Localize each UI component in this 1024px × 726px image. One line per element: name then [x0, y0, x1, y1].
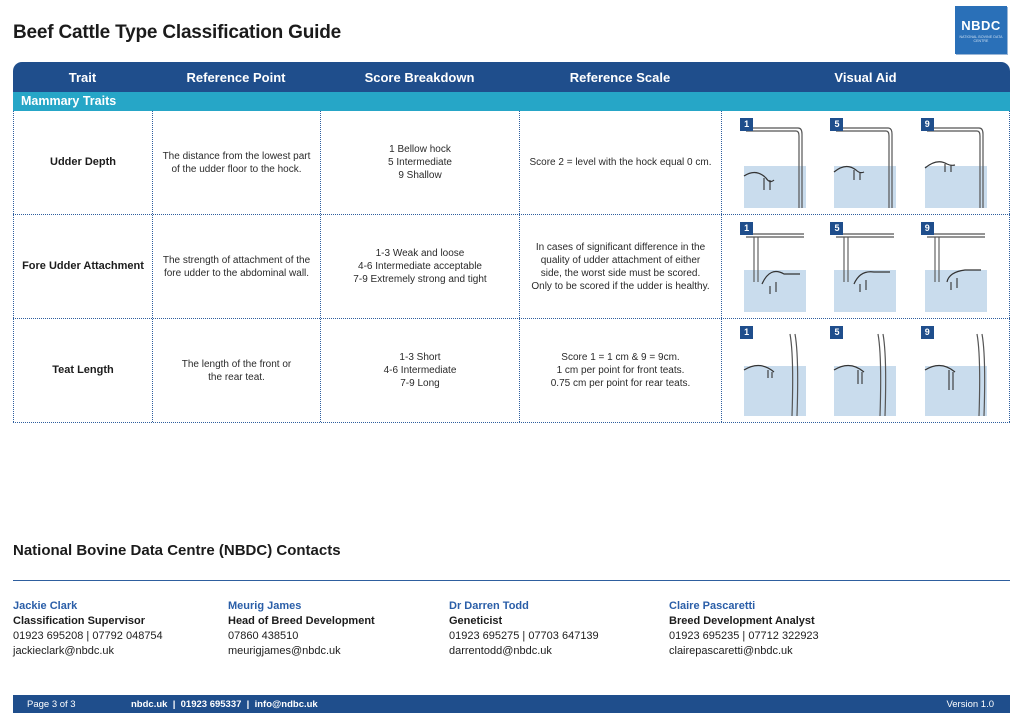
teat-length-illustration-5 — [830, 326, 900, 416]
score-badge: 9 — [921, 118, 934, 131]
contact-email[interactable]: jackieclark@nbdc.uk — [13, 645, 115, 657]
score-badge: 9 — [921, 222, 934, 235]
reference-point: The length of the front or the rear teat. — [152, 319, 320, 422]
footer-links[interactable]: nbdc.uk | 01923 695337 | info@ndbc.uk — [131, 698, 318, 710]
page-number: Page 3 of 3 — [27, 698, 76, 710]
contacts-heading: National Bovine Data Centre (NBDC) Contacts — [13, 542, 341, 559]
contact-name: Dr Darren Todd — [449, 600, 529, 612]
header-trait: Trait — [68, 69, 97, 85]
contact-name: Meurig James — [228, 600, 302, 612]
page-title: Beef Cattle Type Classification Guide — [13, 22, 341, 43]
teat-length-illustration-9 — [921, 326, 991, 416]
teat-length-illustration-1 — [740, 326, 810, 416]
reference-scale: Score 2 = level with the hock equal 0 cm. — [519, 111, 721, 214]
fore-udder-illustration-5 — [830, 222, 900, 312]
udder-depth-illustration-1 — [740, 118, 810, 208]
contact-role: Breed Development Analyst — [669, 615, 815, 627]
contact-name: Claire Pascaretti — [669, 600, 756, 612]
score-badge: 5 — [830, 118, 843, 131]
contact-phone: 01923 695235 | 07712 322923 — [669, 630, 819, 642]
page-footer — [13, 695, 1010, 713]
logo-subtext: NATIONAL BOVINE DATA CENTRE — [959, 34, 1003, 43]
score-badge: 1 — [740, 118, 753, 131]
logo-text: NBDC — [961, 17, 1001, 33]
trait-name: Udder Depth — [13, 111, 152, 214]
reference-point: The strength of attachment of the fore udder to the abdominal wall. — [152, 215, 320, 318]
reference-point: The distance from the lowest part of the udder floor to the hock. — [152, 111, 320, 214]
contact-role: Geneticist — [449, 615, 503, 627]
trait-name: Fore Udder Attachment — [13, 215, 152, 318]
contact-email[interactable]: clairepascaretti@nbdc.uk — [669, 645, 793, 657]
score-breakdown: 1 Bellow hock 5 Intermediate 9 Shallow — [320, 111, 519, 214]
udder-depth-illustration-9 — [921, 118, 991, 208]
contact-email[interactable]: meurigjames@nbdc.uk — [228, 645, 341, 657]
table-row-teat-length — [13, 319, 1010, 423]
header-score-breakdown: Score Breakdown — [364, 69, 475, 85]
contact-phone: 01923 695275 | 07703 647139 — [449, 630, 599, 642]
score-badge: 1 — [740, 222, 753, 235]
score-breakdown: 1-3 Short 4-6 Intermediate 7-9 Long — [320, 319, 519, 422]
score-badge: 1 — [740, 326, 753, 339]
score-badge: 5 — [830, 326, 843, 339]
contact-name: Jackie Clark — [13, 600, 78, 612]
contact-role: Head of Breed Development — [228, 615, 375, 627]
visual-aid — [721, 319, 1010, 422]
score-badge: 5 — [830, 222, 843, 235]
contact-card — [669, 599, 819, 659]
table-row-fore-udder-attachment — [13, 215, 1010, 319]
score-breakdown: 1-3 Weak and loose 4-6 Intermediate acceptable 7-9 Extremely strong and tight — [320, 215, 519, 318]
contact-phone: 07860 438510 — [228, 630, 299, 642]
table-row-udder-depth — [13, 111, 1010, 215]
contact-role: Classification Supervisor — [13, 615, 146, 627]
reference-scale: In cases of significant difference in the quality of udder attachment of either side, the worst side must be scored. Only to be scored if the udder is healthy. — [519, 215, 721, 318]
udder-depth-illustration-5 — [830, 118, 900, 208]
fore-udder-illustration-9 — [921, 222, 991, 312]
contact-email[interactable]: darrentodd@nbdc.uk — [449, 645, 552, 657]
contact-phone: 01923 695208 | 07792 048754 — [13, 630, 163, 642]
trait-name: Teat Length — [13, 319, 152, 422]
contact-card — [228, 599, 375, 659]
contact-card — [13, 599, 163, 659]
header-visual-aid: Visual Aid — [834, 69, 897, 85]
visual-aid — [721, 111, 1010, 214]
contacts-divider — [13, 580, 1010, 581]
table-header — [13, 62, 1010, 92]
version-label: Version 1.0 — [946, 698, 994, 710]
score-badge: 9 — [921, 326, 934, 339]
nbdc-logo — [955, 6, 1007, 54]
section-mammary-traits: Mammary Traits — [13, 92, 1010, 111]
visual-aid — [721, 215, 1010, 318]
classification-table — [13, 62, 1010, 423]
header-reference-scale: Reference Scale — [569, 69, 671, 85]
header-reference-point: Reference Point — [186, 69, 286, 85]
contact-card — [449, 599, 599, 659]
fore-udder-illustration-1 — [740, 222, 810, 312]
reference-scale: Score 1 = 1 cm & 9 = 9cm. 1 cm per point for front teats. 0.75 cm per point for rear teats. — [519, 319, 721, 422]
